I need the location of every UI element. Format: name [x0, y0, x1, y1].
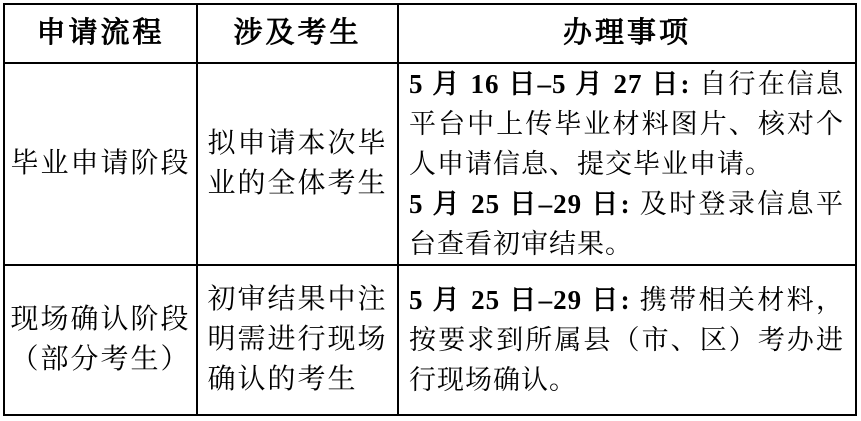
candidates-line: 初审结果中注	[207, 284, 388, 315]
cell-stage-onsite-confirmation	[5, 266, 198, 414]
candidates-text	[207, 280, 387, 400]
candidates-line: 业的全体考生	[207, 168, 388, 199]
candidates-line: 拟申请本次毕	[207, 128, 388, 159]
cell-items-onsite-confirmation	[399, 266, 855, 414]
cell-stage-graduation-application	[5, 64, 198, 266]
application-process-table	[3, 3, 857, 416]
cell-candidates-graduation-application	[198, 64, 399, 266]
header-handling-matters	[399, 5, 855, 64]
stage-line: （部分考生）	[10, 344, 191, 375]
date-range: 5 月 25 日–29 日:	[409, 285, 640, 315]
candidates-text	[207, 124, 387, 204]
schedule-item	[409, 64, 844, 184]
stage-line: 毕业申请阶段	[10, 148, 191, 179]
header-label: 办理事项	[562, 17, 691, 49]
header-label: 涉及考生	[233, 17, 362, 49]
stage-line: 现场确认阶段	[10, 304, 191, 335]
schedule-item	[409, 280, 844, 400]
cell-candidates-onsite-confirmation	[198, 266, 399, 414]
cell-items-graduation-application	[399, 64, 855, 266]
header-label: 申请流程	[36, 17, 165, 49]
date-range: 5 月 16 日–5 月 27 日:	[409, 69, 700, 99]
header-involved-candidates	[198, 5, 399, 64]
date-range: 5 月 25 日–29 日:	[409, 189, 640, 219]
candidates-line: 明需进行现场	[207, 324, 388, 355]
item-text: 及时登录信息平台查看初审结果。	[409, 189, 844, 259]
stage-text	[10, 300, 190, 380]
schedule-item	[409, 184, 844, 264]
item-text: 自行在信息平台中上传毕业材料图片、核对个人申请信息、提交毕业申请。	[409, 69, 845, 179]
stage-text	[10, 144, 190, 184]
candidates-line: 确认的考生	[207, 364, 358, 395]
header-application-process	[5, 5, 198, 64]
item-text: 携带相关材料，按要求到所属县（市、区）考办进行现场确认。	[409, 285, 844, 395]
